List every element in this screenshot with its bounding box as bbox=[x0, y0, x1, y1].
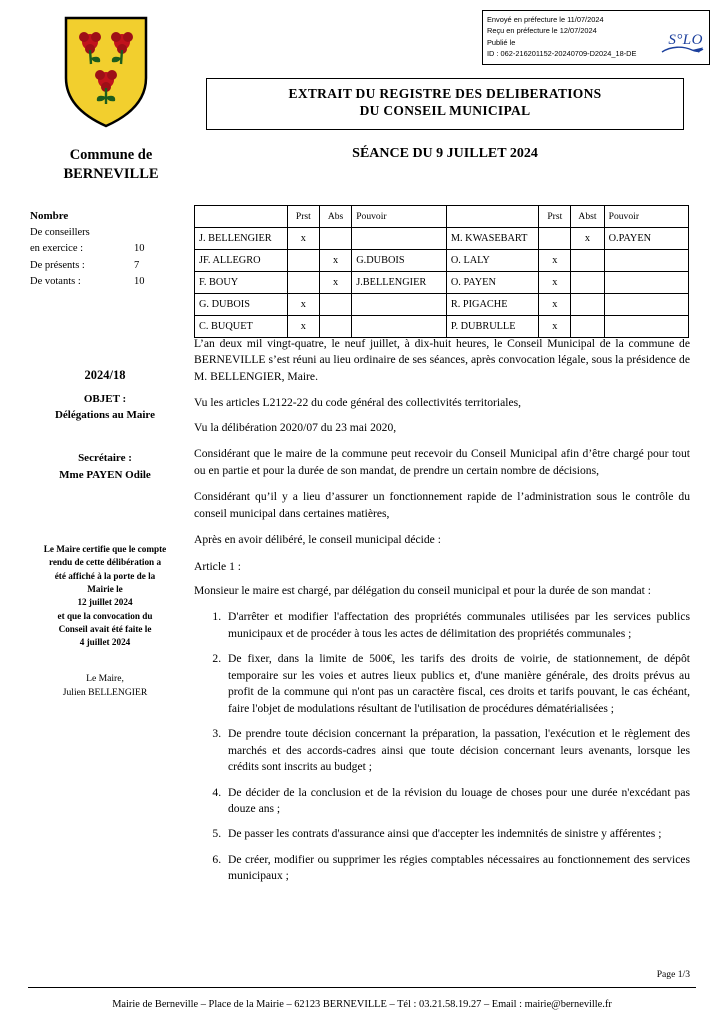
stamp-signature: S°LO bbox=[668, 32, 703, 48]
cell-right-name: R. PIGACHE bbox=[446, 294, 538, 316]
cell-right-prst: x bbox=[539, 316, 571, 338]
document-title-box bbox=[206, 78, 684, 130]
subject-block bbox=[14, 392, 196, 424]
counts-subtitle: De conseillers bbox=[30, 227, 90, 239]
table-row bbox=[195, 250, 689, 272]
cell-right-abst bbox=[571, 294, 604, 316]
mayor-title: Le Maire, bbox=[86, 673, 124, 684]
delegation-list bbox=[194, 609, 690, 884]
stamp-received-line: Reçu en préfecture le 12/07/2024 bbox=[487, 26, 597, 36]
cell-right-prst: x bbox=[539, 272, 571, 294]
certificate-line: Mairie le bbox=[87, 584, 123, 595]
certificate-line: été affiché à la porte de la bbox=[54, 570, 156, 581]
title-line-1: EXTRAIT DU REGISTRE DES DELIBERATIONS bbox=[288, 86, 602, 101]
cell-left-abs bbox=[319, 294, 351, 316]
cell-right-abst bbox=[571, 272, 604, 294]
footer-address: Mairie de Berneville – Place de la Mairie – 62123 BERNEVILLE – Tél : 03.21.58.19.27 – Email : mairie@berneville.fr bbox=[112, 999, 612, 1010]
councillor-counts bbox=[30, 208, 190, 290]
cell-right-prst: x bbox=[539, 250, 571, 272]
cell-right-pouvoir: O.PAYEN bbox=[604, 228, 688, 250]
cell-right-name: O. PAYEN bbox=[446, 272, 538, 294]
cell-left-pouvoir: G.DUBOIS bbox=[352, 250, 447, 272]
subject-value: Délégations au Maire bbox=[54, 408, 155, 421]
count-row-votants bbox=[30, 274, 190, 290]
cell-right-name: M. KWASEBART bbox=[446, 228, 538, 250]
footer-divider bbox=[28, 987, 696, 988]
header-right-abst: Abst bbox=[571, 206, 604, 228]
cell-right-pouvoir bbox=[604, 250, 688, 272]
count-row-exercice bbox=[30, 241, 190, 257]
cell-left-abs: x bbox=[319, 250, 351, 272]
cell-left-abs bbox=[319, 316, 351, 338]
header-right-prst: Prst bbox=[539, 206, 571, 228]
table-row bbox=[195, 228, 689, 250]
stamp-published-line: Publié le bbox=[487, 37, 516, 47]
table-header-row bbox=[195, 206, 689, 228]
commune-value: BERNEVILLE bbox=[63, 165, 159, 182]
count-value: 7 bbox=[134, 259, 140, 271]
certificate-line: et que la convocation du bbox=[57, 610, 153, 621]
count-value: 10 bbox=[134, 243, 145, 255]
cell-left-name: G. DUBOIS bbox=[195, 294, 288, 316]
cell-right-prst bbox=[539, 228, 571, 250]
certificate-line: Conseil avait été faite le bbox=[58, 624, 152, 635]
cell-right-name: P. DUBRULLE bbox=[446, 316, 538, 338]
subject-label: OBJET : bbox=[83, 393, 127, 405]
cell-left-prst bbox=[287, 272, 319, 294]
list-item: 6. De créer, modifier ou supprimer les régies comptables nécessaires au fonctionnement des services municipaux ; bbox=[224, 852, 690, 885]
header-left-abs: Abs bbox=[319, 206, 351, 228]
posting-certificate bbox=[10, 543, 200, 650]
session-date: SÉANCE DU 9 JUILLET 2024 bbox=[352, 146, 538, 161]
mayor-signature-block bbox=[10, 672, 200, 700]
attendance-table bbox=[194, 205, 689, 338]
list-item: 2. De fixer, dans la limite de 500€, les tarifs des droits de voirie, de stationnement, de dépôt temporaire sur les voies et autres lieux publics et, d'une manière générale, des droits prévus au profit de la commune qui n'ont pas un caractère fiscal, ces droits et tarifs pouvant, le cas échéant, faire l'objet de modulations résultant de l'utilisation de procédures dématérialisées ; bbox=[224, 651, 690, 717]
cell-left-abs: x bbox=[319, 272, 351, 294]
header-right-name bbox=[446, 206, 538, 228]
cell-right-pouvoir bbox=[604, 294, 688, 316]
header-left-name bbox=[195, 206, 288, 228]
cell-right-abst bbox=[571, 250, 604, 272]
paragraph-considerant-2: Considérant qu’il y a lieu d’assurer un fonctionnement rapide de l’administration sous le contrôle du conseil municipal dans certaines matières, bbox=[194, 490, 690, 520]
count-label: De votants : bbox=[30, 275, 81, 287]
article-intro: Monsieur le maire est chargé, par délégation du conseil municipal et pour la durée de son mandat : bbox=[194, 583, 651, 597]
table-row bbox=[195, 294, 689, 316]
cell-left-abs bbox=[319, 228, 351, 250]
counts-title: Nombre bbox=[30, 210, 69, 222]
cell-left-name: C. BUQUET bbox=[195, 316, 288, 338]
header-left-prst: Prst bbox=[287, 206, 319, 228]
cell-left-prst bbox=[287, 250, 319, 272]
cell-right-abst bbox=[571, 316, 604, 338]
cell-left-prst: x bbox=[287, 316, 319, 338]
list-item: 3. De prendre toute décision concernant la préparation, la passation, l'exécution et le règlement des marchés et des accords-cadres ainsi que toute décision concernant leurs avenants, lorsque les crédits sont inscrits au budget ; bbox=[224, 726, 690, 775]
prefecture-stamp bbox=[482, 10, 710, 65]
cell-left-pouvoir: J.BELLENGIER bbox=[352, 272, 447, 294]
cell-right-pouvoir bbox=[604, 272, 688, 294]
count-label: De présents : bbox=[30, 259, 85, 271]
paragraph-decision: Après en avoir délibéré, le conseil municipal décide : bbox=[194, 533, 441, 547]
secretary-value: Mme PAYEN Odile bbox=[59, 468, 151, 481]
cell-right-abst: x bbox=[571, 228, 604, 250]
paragraph-vu-articles: Vu les articles L2122-22 du code général des collectivités territoriales, bbox=[194, 396, 522, 410]
deliberation-body bbox=[194, 336, 690, 894]
cell-right-name: O. LALY bbox=[446, 250, 538, 272]
cell-left-name: F. BOUY bbox=[195, 272, 288, 294]
cell-left-name: JF. ALLEGRO bbox=[195, 250, 288, 272]
stamp-id-line: ID : 062-216201152-20240709-D2024_18-DE bbox=[487, 49, 637, 59]
certificate-line: Le Maire certifie que le compte bbox=[43, 544, 167, 554]
stamp-sent-line: Envoyé en préfecture le 11/07/2024 bbox=[487, 15, 604, 24]
title-line-2: DU CONSEIL MUNICIPAL bbox=[359, 102, 531, 118]
commune-name bbox=[16, 146, 206, 184]
count-value: 10 bbox=[134, 275, 145, 287]
deliberation-number: 2024/18 bbox=[84, 368, 126, 382]
header-right-pouvoir: Pouvoir bbox=[604, 206, 688, 228]
count-label: en exercice : bbox=[30, 243, 84, 255]
cell-left-pouvoir bbox=[352, 316, 447, 338]
header-left-pouvoir: Pouvoir bbox=[352, 206, 447, 228]
cell-right-prst: x bbox=[539, 294, 571, 316]
table-row bbox=[195, 316, 689, 338]
cell-right-pouvoir bbox=[604, 316, 688, 338]
mayor-name: Julien BELLENGIER bbox=[62, 686, 148, 698]
coat-of-arms-icon bbox=[62, 16, 150, 128]
list-item: 1. D'arrêter et modifier l'affectation des propriétés communales utilisées par les services publics municipaux et de procéder à tous les actes de délimitation des propriétés communales ; bbox=[224, 609, 690, 642]
list-item: 5. De passer les contrats d'assurance ainsi que d'accepter les indemnités de sinistre y afférentes ; bbox=[224, 826, 690, 842]
secretary-label: Secrétaire : bbox=[78, 452, 132, 464]
page-number: Page 1/3 bbox=[656, 969, 690, 980]
cell-left-pouvoir bbox=[352, 228, 447, 250]
cell-left-pouvoir bbox=[352, 294, 447, 316]
certificate-posting-date: 12 juillet 2024 bbox=[77, 597, 133, 608]
cell-left-prst: x bbox=[287, 228, 319, 250]
list-item: 4. De décider de la conclusion et de la révision du louage de choses pour une durée n'excédant pas douze ans ; bbox=[224, 785, 690, 818]
cell-left-prst: x bbox=[287, 294, 319, 316]
table-row bbox=[195, 272, 689, 294]
commune-label: Commune de bbox=[69, 147, 153, 163]
cell-left-name: J. BELLENGIER bbox=[195, 228, 288, 250]
secretary-block bbox=[14, 450, 196, 483]
paragraph-considerant-1: Considérant que le maire de la commune peut recevoir du Conseil Municipal afin d’être chargé pour tout ou en partie et pour la durée de son mandat, de prendre un certain nombre de décisions, bbox=[194, 447, 690, 477]
paragraph-vu-deliberation: Vu la délibération 2020/07 du 23 mai 2020, bbox=[194, 420, 397, 434]
certificate-convocation-date: 4 juillet 2024 bbox=[79, 637, 131, 648]
article-heading: Article 1 : bbox=[194, 559, 242, 573]
paragraph-opening: L’an deux mil vingt-quatre, le neuf juillet, à dix-huit heures, le Conseil Municipal de la commune de BERNEVILLE s’est réuni au lieu ordinaire de ses séances, après convocation légale, sous la présidence de M. BELLENGIER, Maire. bbox=[194, 337, 690, 383]
signature-swoosh-icon bbox=[661, 44, 705, 59]
certificate-line: rendu de cette délibération a bbox=[48, 557, 162, 568]
count-row-presents bbox=[30, 258, 190, 274]
